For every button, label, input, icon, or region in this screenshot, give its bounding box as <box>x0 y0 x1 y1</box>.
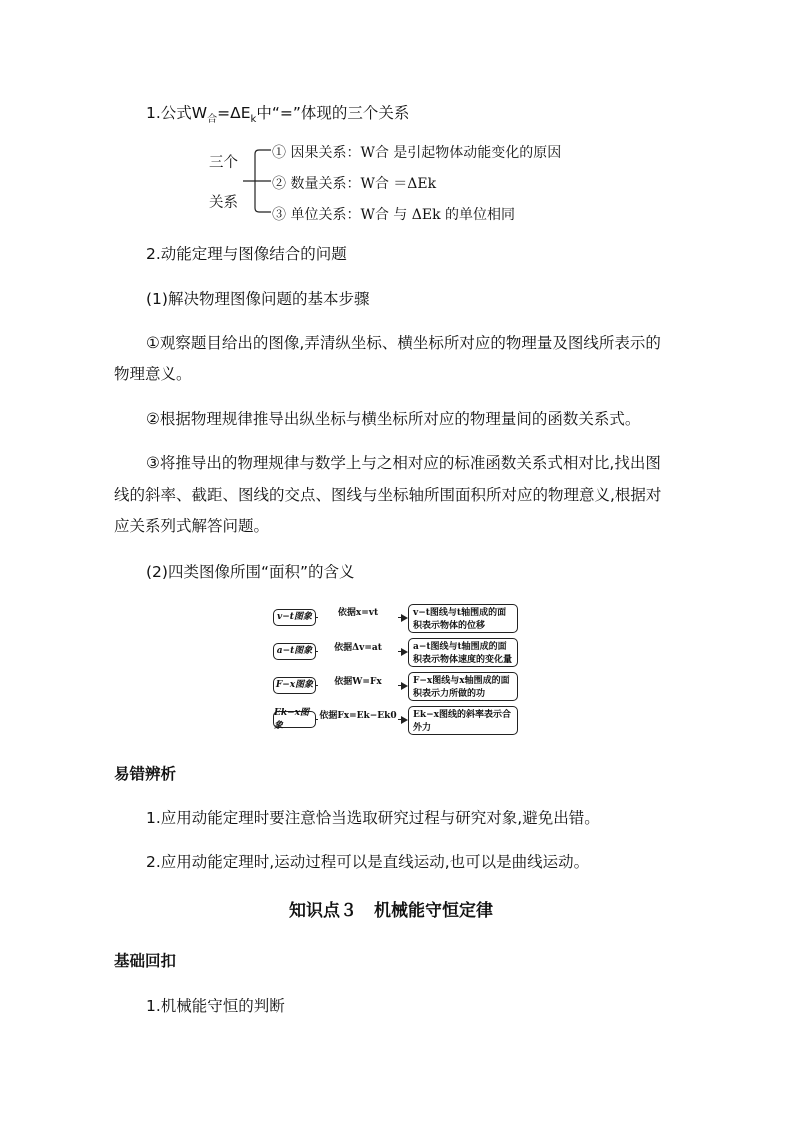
relation-quantity: ② 数量关系：W合 ＝ΔEk <box>272 176 437 192</box>
section2-sub2: (2)四类图像所围“面积”的含义 <box>146 563 355 581</box>
step3-line2: 线的斜率、截距、图线的交点、图线与坐标轴所围面积所对应的物理意义,根据对 <box>114 486 662 504</box>
arrow-right-icon <box>401 648 408 656</box>
section1-title <box>146 103 409 126</box>
basics-heading: 基础回扣 <box>114 952 177 970</box>
arrow-right-icon <box>401 716 408 724</box>
basis-text: 依据Fx=Ek−Ek0 <box>318 708 398 721</box>
step3-line3: 应关系列式解答问题。 <box>114 517 270 535</box>
arrow-right-icon <box>401 682 408 690</box>
graph-box-fx: F−x图象 <box>273 677 316 694</box>
graph-box-at: a−t图象 <box>273 643 316 660</box>
meaning-box-vt: v−t图线与t轴围成的面积表示物体的位移 <box>408 604 518 633</box>
step2: ②根据物理规律推导出纵坐标与横坐标所对应的物理量间的函数关系式。 <box>146 410 641 428</box>
step1-line2: 物理意义。 <box>114 365 192 383</box>
graph-box-ekx: Ek−x图象 <box>273 711 316 728</box>
relation-causal: ① 因果关系：W合 是引起物体动能变化的原因 <box>272 145 562 161</box>
relations-bracket <box>243 146 273 216</box>
title-subscript-k: k <box>250 114 257 125</box>
title-text-suffix: 中“=”体现的三个关系 <box>256 104 410 122</box>
relation-unit: ③ 单位关系：W合 与 ΔEk 的单位相同 <box>272 207 516 223</box>
title-text-mid: =ΔE <box>217 104 251 122</box>
relations-label-bottom: 关系 <box>209 195 238 211</box>
knowledge3-title: 知识点３ 机械能守恒定律 <box>289 901 493 921</box>
basis-text: 依据W=Fx <box>318 674 398 687</box>
basis-text: 依据Δv=at <box>318 640 398 653</box>
step1-line1: ①观察题目给出的图像,弄清纵坐标、横坐标所对应的物理量及图线所表示的 <box>146 334 661 352</box>
section2-title: 2.动能定理与图像结合的问题 <box>146 245 347 263</box>
arrow-right-icon <box>401 614 408 622</box>
graph-box-vt: v−t图象 <box>273 609 316 626</box>
meaning-box-fx: F−x图线与x轴围成的面积表示力所做的功 <box>408 672 518 701</box>
title-text-prefix: 1.公式W <box>146 104 208 122</box>
pitfall-item-1: 1.应用动能定理时要注意恰当选取研究过程与研究对象,避免出错。 <box>146 809 600 827</box>
meaning-box-ekx: Ek−x图线的斜率表示合外力 <box>408 706 518 735</box>
basis-text: 依据x=vt <box>318 605 398 618</box>
section2-sub1: (1)解决物理图像问题的基本步骤 <box>146 290 370 308</box>
pitfall-item-2: 2.应用动能定理时,运动过程可以是直线运动,也可以是曲线运动。 <box>146 853 590 871</box>
knowledge3-item-1: 1.机械能守恒的判断 <box>146 997 285 1015</box>
step3-line1: ③将推导出的物理规律与数学上与之相对应的标准函数关系式相对比,找出图 <box>146 454 661 472</box>
relations-label-top: 三个 <box>209 155 238 171</box>
title-subscript: 合 <box>207 114 218 125</box>
meaning-box-at: a−t图线与t轴围成的面积表示物体速度的变化量 <box>408 638 518 667</box>
pitfalls-heading: 易错辨析 <box>114 765 177 783</box>
